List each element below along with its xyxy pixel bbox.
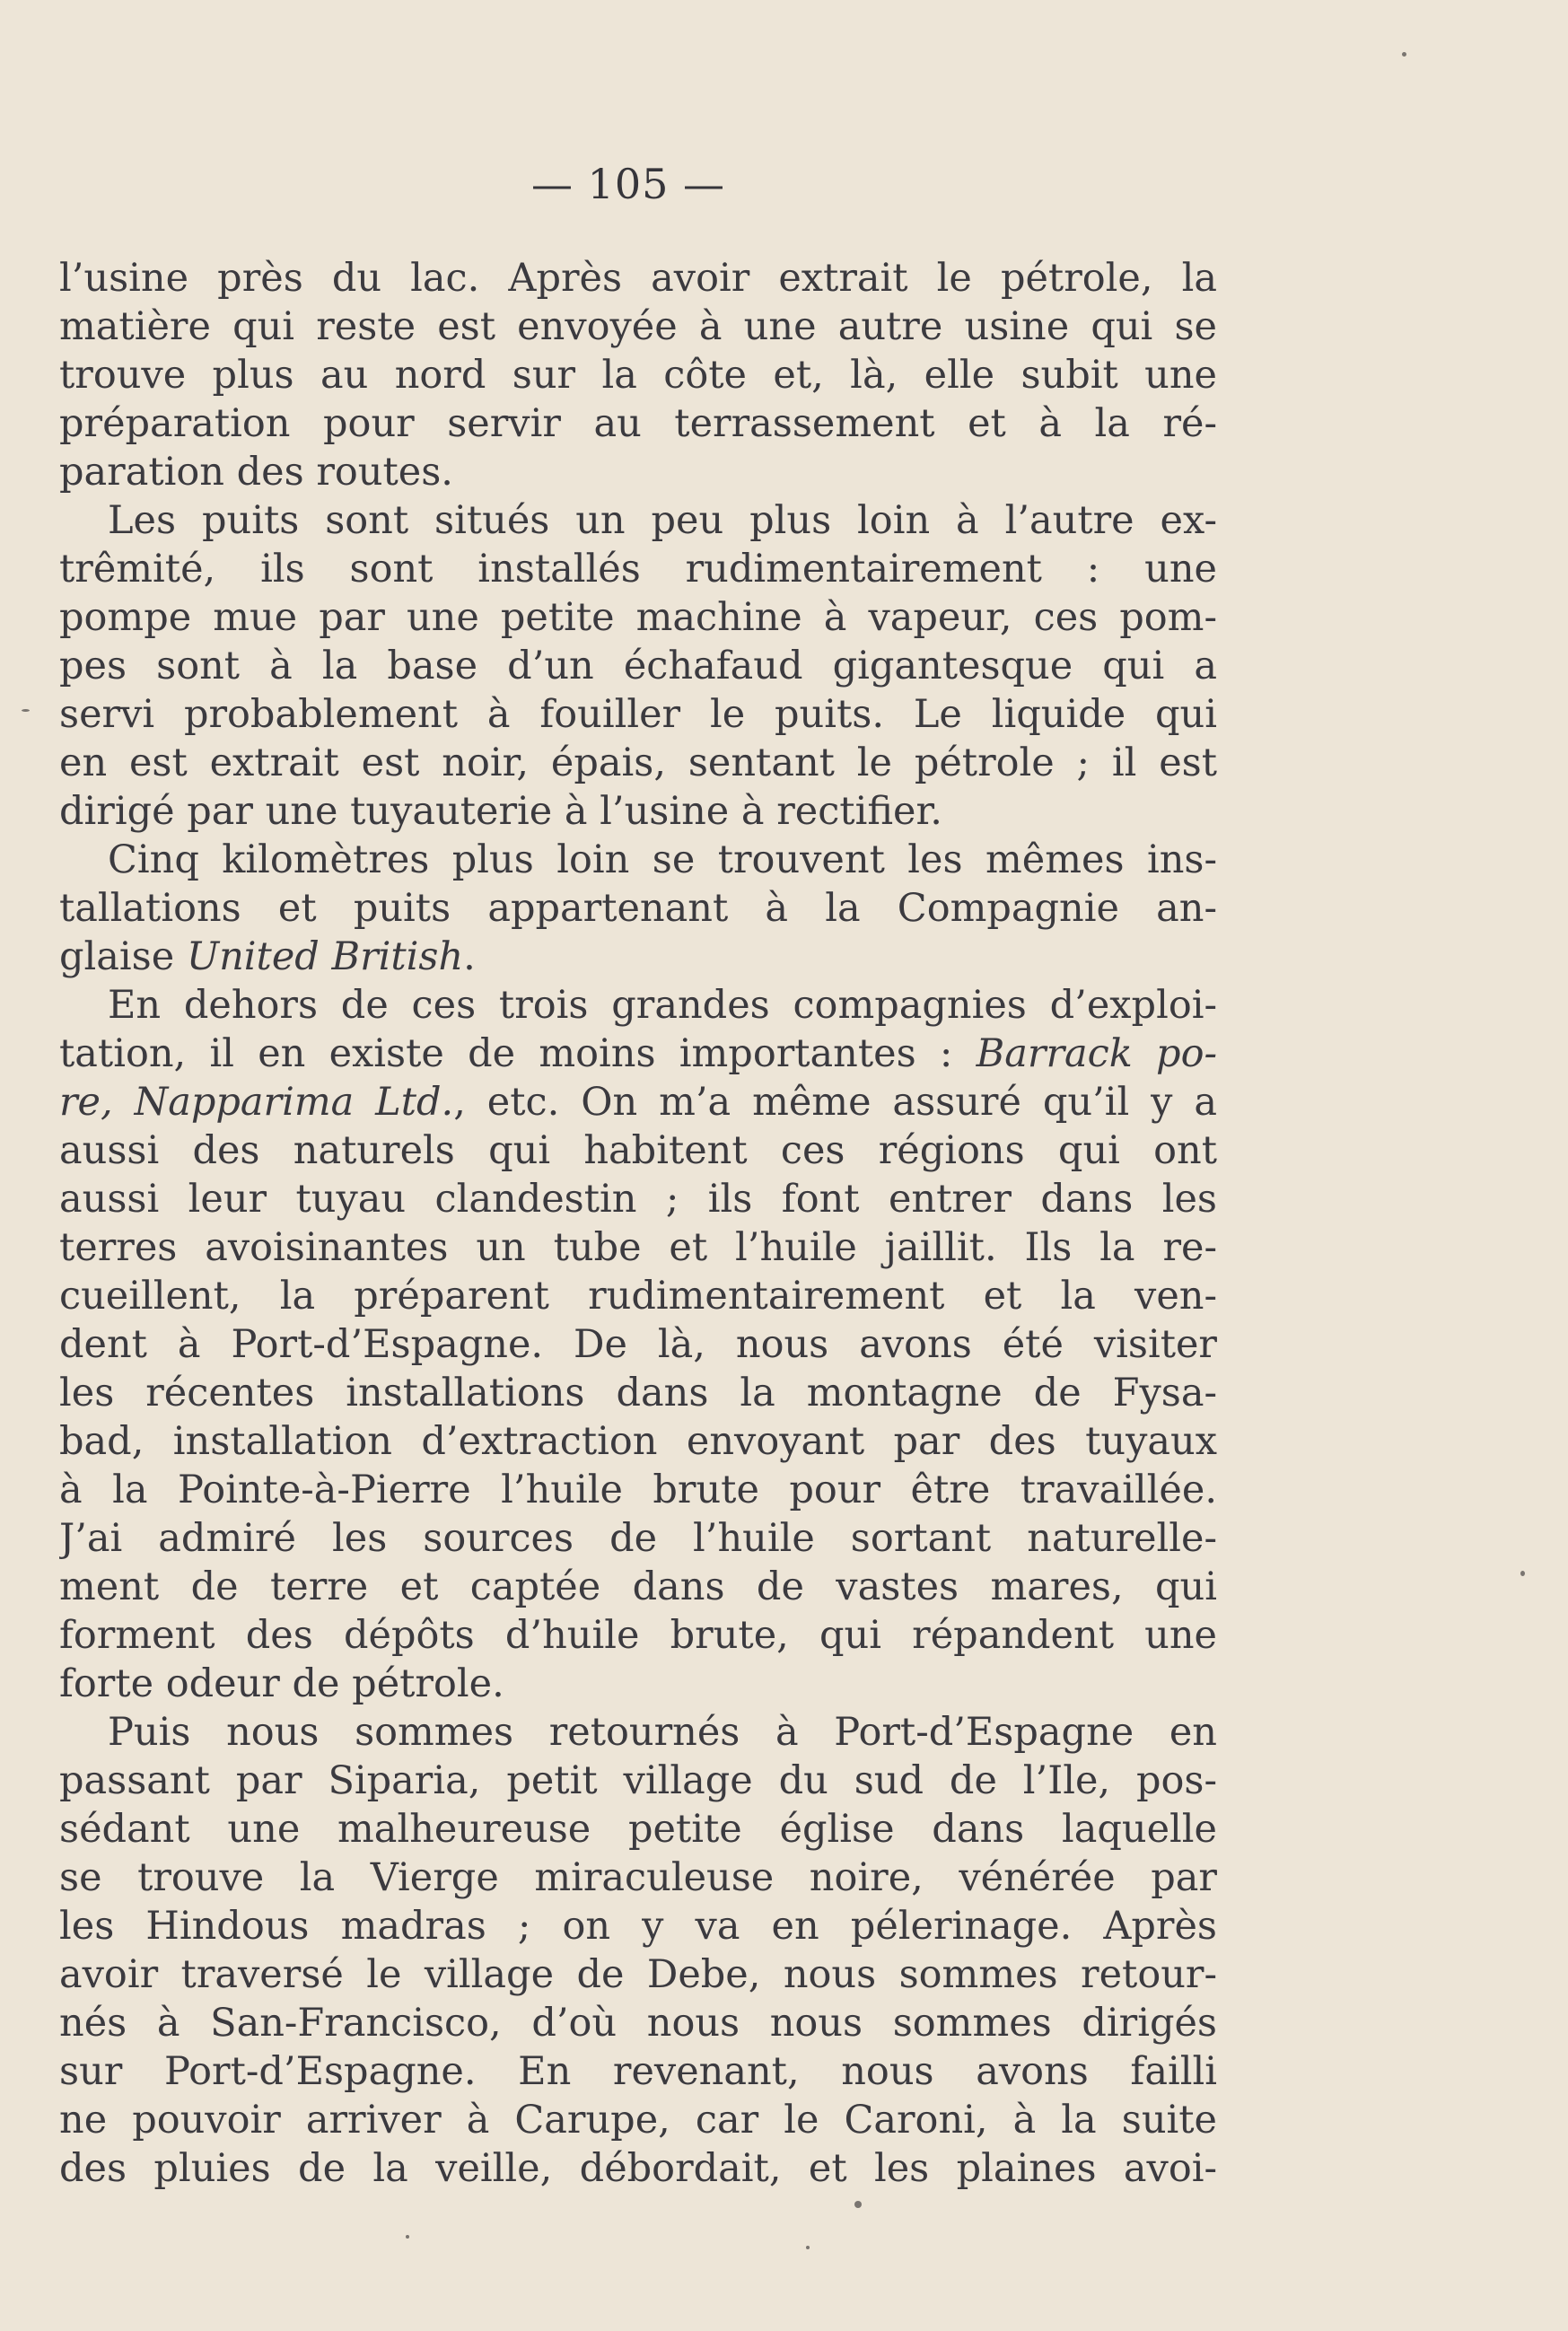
paragraph-start: En dehors de ces trois grandes compagnies d’exploi-	[108, 983, 1217, 1028]
italic-text: United British	[186, 934, 464, 979]
text-line: J’ai admiré les sources de l’huile sortant naturelle-	[59, 1516, 1217, 1561]
text-line: trêmité, ils sont installés rudimentairement : une	[59, 547, 1217, 592]
text-line: en est extrait est noir, épais, sentant le pétrole ; il est	[59, 740, 1217, 785]
text-line: ment de terre et captée dans de vastes mares, qui	[59, 1564, 1217, 1609]
italic-text: re, Napparima Ltd.	[59, 1080, 454, 1125]
paragraph-start: Cinq kilomètres plus loin se trouvent les mêmes ins-	[108, 837, 1217, 882]
text-line: à la Pointe-à-Pierre l’huile brute pour être travaillée.	[59, 1468, 1217, 1512]
text-line: nés à San-Francisco, d’où nous nous sommes dirigés	[59, 2001, 1217, 2046]
text-line	[59, 933, 1217, 981]
paragraph-start: Les puits sont situés un peu plus loin à l’autre ex-	[108, 498, 1217, 543]
text-line: bad, installation d’extraction envoyant par des tuyaux	[59, 1419, 1217, 1464]
paper-speck	[1402, 52, 1406, 57]
text-line: matière qui reste est envoyée à une autre usine qui se	[59, 304, 1217, 349]
text-line: trouve plus au nord sur la côte et, là, elle subit une	[59, 353, 1217, 398]
text-line: pompe mue par une petite machine à vapeur, ces pom-	[59, 595, 1217, 640]
text-line: pes sont à la base d’un échafaud gigantesque qui a	[59, 644, 1217, 688]
text-line: dent à Port-d’Espagne. De là, nous avons été visiter	[59, 1322, 1217, 1367]
text-line: des pluies de la veille, débordait, et les plaines avoi-	[59, 2146, 1217, 2191]
text-line: l’usine près du lac. Après avoir extrait le pétrole, la	[59, 256, 1217, 301]
paragraph-start: Puis nous sommes retournés à Port-d’Espagne en	[108, 1710, 1217, 1755]
text-line: terres avoisinantes un tube et l’huile jaillit. Ils la re-	[59, 1225, 1217, 1270]
text-line: avoir traversé le village de Debe, nous sommes retour-	[59, 1952, 1217, 1997]
text-line: préparation pour servir au terrassement et à la ré-	[59, 401, 1217, 446]
text-line: servi probablement à fouiller le puits. Le liquide qui	[59, 692, 1217, 737]
body-text	[59, 254, 1217, 2193]
text-line: forment des dépôts d’huile brute, qui répandent une	[59, 1613, 1217, 1658]
text-span: .	[463, 934, 476, 979]
paper-speck	[1520, 1571, 1525, 1576]
text-span: tation, il en existe de moins importantes :	[59, 1031, 977, 1076]
text-line: ne pouvoir arriver à Carupe, car le Caroni, à la suite	[59, 2098, 1217, 2143]
text-line: aussi des naturels qui habitent ces régions qui ont	[59, 1128, 1217, 1173]
text-line: cueillent, la préparent rudimentairement et la ven-	[59, 1274, 1217, 1319]
text-line: se trouve la Vierge miraculeuse noire, vénérée par	[59, 1855, 1217, 1900]
text-line: tallations et puits appartenant à la Compagnie an-	[59, 886, 1217, 931]
page-number: — 105 —	[530, 160, 726, 208]
paper-speck	[22, 709, 30, 712]
text-line: paration des routes.	[59, 450, 453, 495]
text-line: dirigé par une tuyauterie à l’usine à rectifier.	[59, 789, 942, 834]
paper-speck	[806, 2246, 810, 2249]
paper-speck	[854, 2201, 862, 2208]
text-line: sédant une malheureuse petite église dans laquelle	[59, 1807, 1217, 1852]
text-line: les Hindous madras ; on y va en pélerinage. Après	[59, 1904, 1217, 1949]
text-line	[59, 1078, 1217, 1126]
text-line: les récentes installations dans la montagne de Fysa-	[59, 1371, 1217, 1415]
paper-speck	[406, 2235, 409, 2239]
text-span: glaise	[59, 934, 187, 979]
text-span: , etc. On m’a même assuré qu’il y a	[453, 1080, 1217, 1125]
text-line	[59, 1030, 1217, 1078]
text-line: forte odeur de pétrole.	[59, 1661, 504, 1706]
italic-text: Barrack po-	[976, 1031, 1217, 1076]
text-line: aussi leur tuyau clandestin ; ils font entrer dans les	[59, 1177, 1217, 1222]
text-line: passant par Siparia, petit village du sud de l’Ile, pos-	[59, 1758, 1217, 1803]
text-line: sur Port-d’Espagne. En revenant, nous avons failli	[59, 2049, 1217, 2094]
